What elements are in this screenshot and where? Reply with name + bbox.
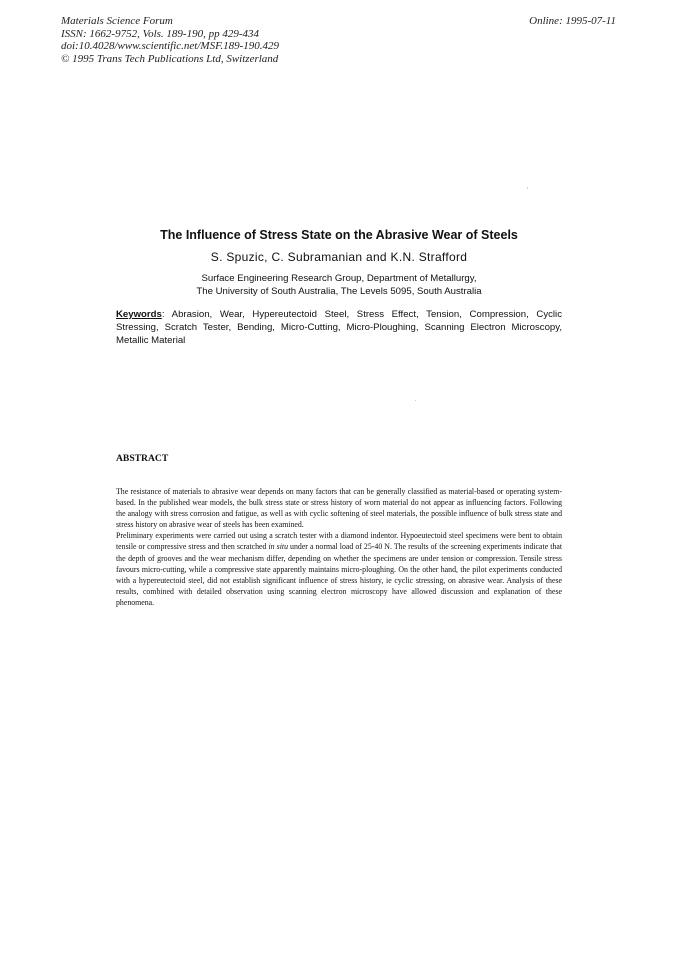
keywords-text: Abrasion, Wear, Hypereutectoid Steel, Stress Effect, Tension, Compression, Cyclic Stressing, Scratch Tester, Bending, Micro-Cutting, Micro-Ploughing, Scanning Electron Microscopy, Metallic Material	[116, 309, 562, 346]
affiliation	[0, 272, 678, 298]
affiliation-line-2: The University of South Australia, The Levels 5095, South Australia	[196, 286, 482, 297]
affiliation-line-1: Surface Engineering Research Group, Department of Metallurgy,	[201, 273, 477, 284]
journal-name: Materials Science Forum	[61, 15, 173, 27]
abstract-heading: ABSTRACT	[116, 453, 169, 464]
issn-line: ISSN: 1662-9752, Vols. 189-190, pp 429-434	[61, 27, 259, 40]
keywords-block	[116, 308, 562, 347]
online-date: Online: 1995-07-11	[529, 15, 616, 27]
abstract-paragraph-2	[116, 530, 562, 608]
copyright-line: © 1995 Trans Tech Publications Ltd, Switzerland	[61, 52, 279, 65]
paper-title: The Influence of Stress State on the Abrasive Wear of Steels	[160, 228, 518, 242]
keywords-colon: :	[161, 309, 172, 320]
abstract-body	[116, 486, 562, 608]
abstract-italic-text: in situ	[268, 542, 288, 552]
doi-line: doi:10.4028/www.scientific.net/MSF.189-190.429	[61, 40, 280, 52]
scan-speck	[527, 187, 528, 189]
abstract-text: under a normal load of 25-40 N. The results of the screening experiments indicate that the depth of grooves and the wear mechanism differ, depending on whether the specimens are under tension or compression. Tensile stress favours micro-cutting, while a compressive state apparently maintains micro-ploughing. On the other hand, the pilot experiments conducted with a hypereutectoid steel, did not establish significant influence of stress history, ie cyclic stressing, on abrasive wear. Analysis of these results, combined with detailed observation using scanning electron microscopy have allowed discussion and explanation of these phenomena.	[116, 542, 562, 607]
abstract-text: Preliminary experiments were carried out using a scratch tester with a diamond indentor. Hypoeutectoid steel specimens were bent to obtain tensile or compressive stress and then scratched	[116, 531, 562, 552]
keywords-label: Keywords	[116, 309, 162, 320]
paper-authors: S. Spuzic, C. Subramanian and K.N. Strafford	[210, 250, 468, 264]
scan-speck	[415, 400, 416, 401]
journal-header	[61, 15, 279, 65]
abstract-paragraph-1: The resistance of materials to abrasive wear depends on many factors that can be generally classified as material-based or operating system-based. In the published wear models, the bulk stress state or stress history of worn material do not appear as influencing factors. Following the analogy with stress corrosion and fatigue, as well as with cyclic softening of steel materials, the possible influence of bulk stress state and stress history on abrasive wear of steels has been examined.	[116, 487, 562, 530]
